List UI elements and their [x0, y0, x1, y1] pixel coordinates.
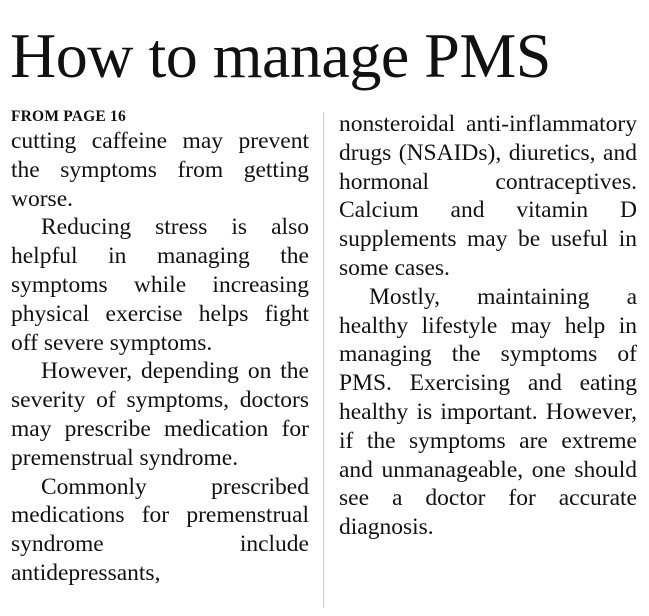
column-divider — [323, 112, 324, 608]
page-reference-kicker: FROM PAGE 16 — [11, 108, 126, 125]
paragraph-medication-list: nonsteroidal anti-inflammatory drugs (NSAIDs), diuretics, and hormonal contraceptives. Calcium and vitamin D supplements may be useful in some cases. — [339, 111, 637, 281]
headline: How to manage PMS — [10, 20, 551, 91]
paragraph-lifestyle: Mostly, maintaining a healthy lifestyle may help in managing the symptoms of PMS. Exercising and eating healthy is important. However, if the symptoms are extreme and unmanageable, one should see a doctor for accurate diagnosis. — [339, 283, 637, 541]
article-column-left — [11, 108, 309, 588]
paragraph-stress: Reducing stress is also helpful in managing the symptoms while increasing physical exercise helps fight off severe symptoms. — [11, 214, 309, 356]
paragraph-medication: However, depending on the severity of symptoms, doctors may prescribe medication for premenstrual syndrome. — [11, 358, 309, 471]
paragraph-continuation: cutting caffeine may prevent the symptoms from getting worse. — [11, 128, 309, 212]
article-column-right — [339, 110, 637, 542]
paragraph-prescribed-medications: Commonly prescribed medications for premenstrual syndrome include antidepressants, — [11, 473, 309, 586]
